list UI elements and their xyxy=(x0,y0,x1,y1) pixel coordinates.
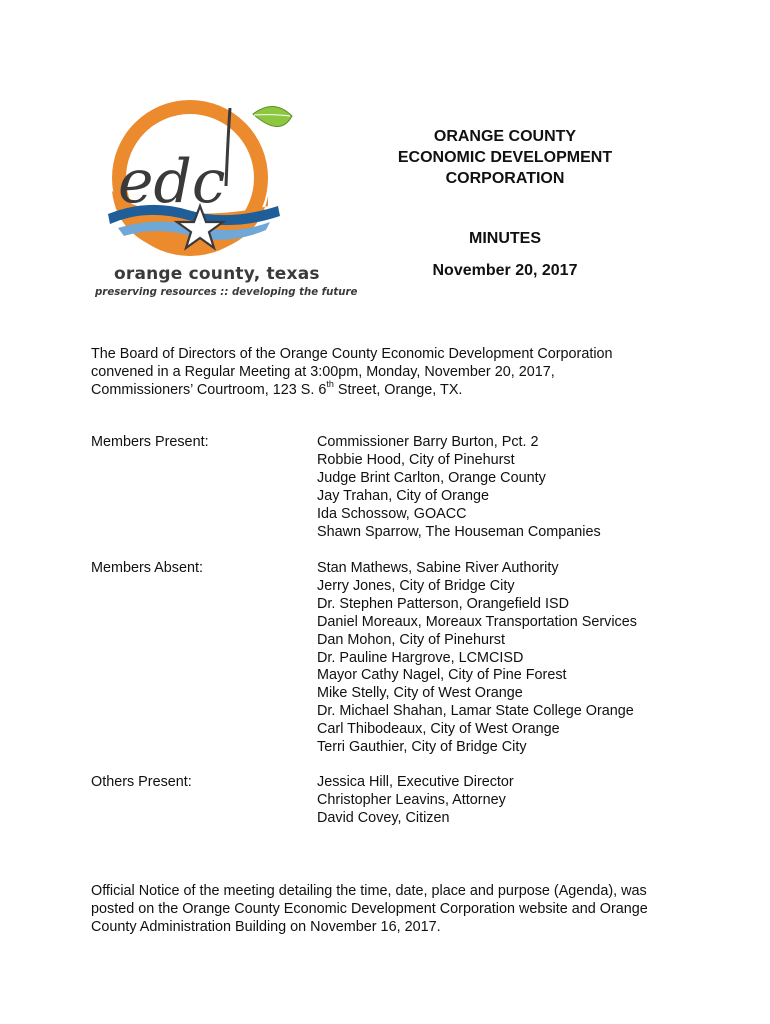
edc-logo xyxy=(88,96,358,308)
list-item: Daniel Moreaux, Moreaux Transportation Services xyxy=(317,613,637,630)
list-item: Dr. Pauline Hargrove, LCMCISD xyxy=(317,649,524,666)
notice-line: posted on the Orange County Economic Development Corporation website and Orange xyxy=(91,901,648,917)
notice-line: County Administration Building on November 16, 2017. xyxy=(91,919,441,935)
list-item: Ida Schossow, GOACC xyxy=(317,505,467,522)
list-item: Dr. Michael Shahan, Lamar State College Orange xyxy=(317,703,634,720)
meeting-date: November 20, 2017 xyxy=(432,262,578,279)
intro-line: The Board of Directors of the Orange County Economic Development Corporation xyxy=(91,346,613,362)
organization-name xyxy=(380,126,630,189)
intro-paragraph xyxy=(91,345,691,399)
notice-paragraph xyxy=(91,882,691,936)
list-item: Carl Thibodeaux, City of West Orange xyxy=(317,721,560,738)
logo-tagline-county: orange county, texas xyxy=(114,264,320,284)
list-item: Jay Trahan, City of Orange xyxy=(317,487,489,504)
org-line: CORPORATION xyxy=(445,170,565,187)
list-item: Stan Mathews, Sabine River Authority xyxy=(317,560,559,576)
members-present-list xyxy=(317,434,601,541)
list-item: Christopher Leavins, Attorney xyxy=(317,791,506,808)
list-item: Terri Gauthier, City of Bridge City xyxy=(317,739,527,756)
members-absent-label: Members Absent: xyxy=(91,560,203,576)
org-line: ECONOMIC DEVELOPMENT xyxy=(397,149,613,166)
list-item: Mayor Cathy Nagel, City of Pine Forest xyxy=(317,667,567,684)
edc-logo-text: edc xyxy=(118,147,226,217)
list-item: Commissioner Barry Burton, Pct. 2 xyxy=(317,434,539,450)
members-present-label: Members Present: xyxy=(91,434,209,450)
list-item: Jerry Jones, City of Bridge City xyxy=(317,577,515,594)
logo-tagline-motto: preserving resources :: developing the future xyxy=(95,287,358,298)
members-absent-list xyxy=(317,560,637,757)
list-item: Mike Stelly, City of West Orange xyxy=(317,685,523,702)
notice-line: Official Notice of the meeting detailing the time, date, place and purpose (Agenda), was xyxy=(91,883,647,899)
intro-address-rest: Street, Orange, TX. xyxy=(333,382,463,398)
others-present-label: Others Present: xyxy=(91,774,192,790)
list-item: Dr. Stephen Patterson, Orangefield ISD xyxy=(317,595,569,612)
edc-logo-mark xyxy=(88,96,328,271)
others-present-list xyxy=(317,774,514,828)
list-item: Dan Mohon, City of Pinehurst xyxy=(317,631,505,648)
list-item: Jessica Hill, Executive Director xyxy=(317,774,514,790)
intro-line xyxy=(91,381,691,399)
list-item: Judge Brint Carlton, Orange County xyxy=(317,469,546,486)
intro-line: convened in a Regular Meeting at 3:00pm, Monday, November 20, 2017, xyxy=(91,364,555,380)
list-item: Shawn Sparrow, The Houseman Companies xyxy=(317,523,601,540)
ordinal-suffix: th xyxy=(326,379,334,390)
list-item: David Covey, Citizen xyxy=(317,809,450,826)
org-line: ORANGE COUNTY xyxy=(433,128,577,145)
intro-address: Commissioners’ Courtroom, 123 S. 6 xyxy=(91,382,327,398)
document-title: MINUTES xyxy=(469,230,541,247)
list-item: Robbie Hood, City of Pinehurst xyxy=(317,451,515,468)
